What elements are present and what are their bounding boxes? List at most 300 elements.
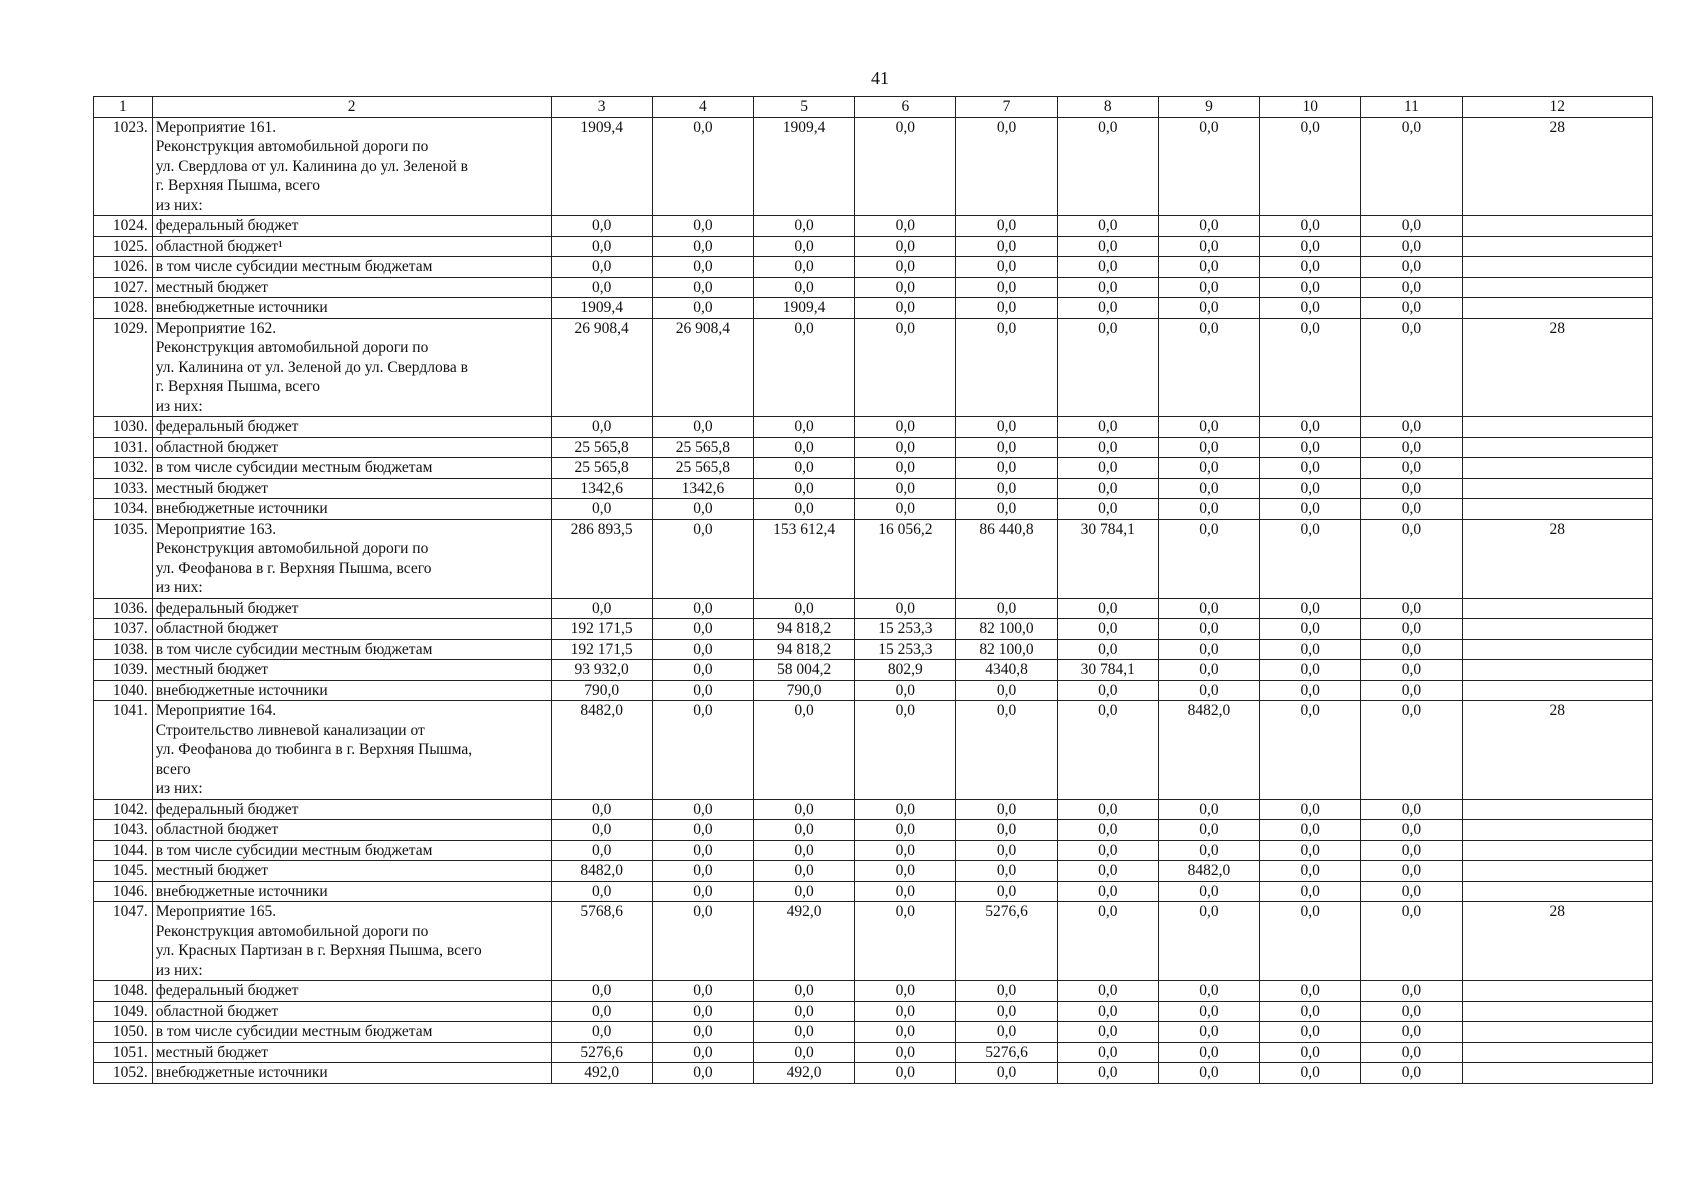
column-header-1: 1 bbox=[94, 97, 153, 118]
reference-cell-col12 bbox=[1462, 1063, 1652, 1084]
value-cell-col5: 0,0 bbox=[754, 701, 855, 800]
reference-cell-col12 bbox=[1462, 1001, 1652, 1022]
table-row bbox=[94, 799, 1653, 820]
value-cell-col3: 0,0 bbox=[551, 820, 652, 841]
row-number: 1052. bbox=[94, 1063, 153, 1084]
reference-cell-col12 bbox=[1462, 820, 1652, 841]
value-cell-col8: 0,0 bbox=[1057, 257, 1158, 278]
value-cell-col6: 15 253,3 bbox=[855, 619, 956, 640]
value-cell-col8: 0,0 bbox=[1057, 1022, 1158, 1043]
value-cell-col9: 0,0 bbox=[1158, 1001, 1259, 1022]
reference-cell-col12: 28 bbox=[1462, 117, 1652, 216]
table-row bbox=[94, 257, 1653, 278]
value-cell-col10: 0,0 bbox=[1260, 257, 1361, 278]
value-cell-col3: 0,0 bbox=[551, 499, 652, 520]
value-cell-col6: 0,0 bbox=[855, 680, 956, 701]
value-cell-col9: 0,0 bbox=[1158, 417, 1259, 438]
table-row bbox=[94, 660, 1653, 681]
value-cell-col8: 0,0 bbox=[1057, 216, 1158, 237]
value-cell-col9: 0,0 bbox=[1158, 598, 1259, 619]
value-cell-col7: 0,0 bbox=[956, 216, 1057, 237]
value-cell-col11: 0,0 bbox=[1361, 660, 1462, 681]
reference-cell-col12 bbox=[1462, 277, 1652, 298]
value-cell-col11: 0,0 bbox=[1361, 458, 1462, 479]
value-cell-col5: 492,0 bbox=[754, 902, 855, 981]
reference-cell-col12 bbox=[1462, 216, 1652, 237]
value-cell-col11: 0,0 bbox=[1361, 701, 1462, 800]
value-cell-col5: 492,0 bbox=[754, 1063, 855, 1084]
row-name: Мероприятие 162. Реконструкция автомобильной дороги по ул. Калинина от ул. Зеленой до ул. Свердлова в г. Верхняя Пышма, всего из них: bbox=[152, 318, 551, 417]
value-cell-col5: 0,0 bbox=[754, 1001, 855, 1022]
table-row bbox=[94, 117, 1653, 216]
value-cell-col5: 0,0 bbox=[754, 257, 855, 278]
value-cell-col6: 0,0 bbox=[855, 236, 956, 257]
value-cell-col5: 94 818,2 bbox=[754, 619, 855, 640]
value-cell-col10: 0,0 bbox=[1260, 660, 1361, 681]
value-cell-col4: 0,0 bbox=[652, 499, 753, 520]
row-number: 1024. bbox=[94, 216, 153, 237]
value-cell-col11: 0,0 bbox=[1361, 598, 1462, 619]
value-cell-col4: 0,0 bbox=[652, 701, 753, 800]
value-cell-col10: 0,0 bbox=[1260, 437, 1361, 458]
value-cell-col3: 492,0 bbox=[551, 1063, 652, 1084]
value-cell-col10: 0,0 bbox=[1260, 117, 1361, 216]
value-cell-col6: 0,0 bbox=[855, 478, 956, 499]
value-cell-col10: 0,0 bbox=[1260, 519, 1361, 598]
reference-cell-col12 bbox=[1462, 1022, 1652, 1043]
value-cell-col11: 0,0 bbox=[1361, 417, 1462, 438]
value-cell-col8: 0,0 bbox=[1057, 799, 1158, 820]
row-name: областной бюджет bbox=[152, 437, 551, 458]
value-cell-col4: 0,0 bbox=[652, 257, 753, 278]
value-cell-col5: 0,0 bbox=[754, 840, 855, 861]
value-cell-col11: 0,0 bbox=[1361, 799, 1462, 820]
column-header-7: 7 bbox=[956, 97, 1057, 118]
value-cell-col4: 25 565,8 bbox=[652, 458, 753, 479]
row-name: областной бюджет bbox=[152, 619, 551, 640]
value-cell-col5: 0,0 bbox=[754, 881, 855, 902]
value-cell-col11: 0,0 bbox=[1361, 499, 1462, 520]
value-cell-col9: 0,0 bbox=[1158, 1063, 1259, 1084]
value-cell-col6: 0,0 bbox=[855, 1022, 956, 1043]
value-cell-col7: 5276,6 bbox=[956, 902, 1057, 981]
value-cell-col5: 0,0 bbox=[754, 216, 855, 237]
table-body bbox=[94, 97, 1653, 1084]
value-cell-col10: 0,0 bbox=[1260, 236, 1361, 257]
value-cell-col7: 0,0 bbox=[956, 1001, 1057, 1022]
value-cell-col10: 0,0 bbox=[1260, 820, 1361, 841]
row-name: Мероприятие 165. Реконструкция автомобильной дороги по ул. Красных Партизан в г. Верхняя Пышма, всего из них: bbox=[152, 902, 551, 981]
value-cell-col8: 0,0 bbox=[1057, 701, 1158, 800]
value-cell-col10: 0,0 bbox=[1260, 799, 1361, 820]
value-cell-col7: 82 100,0 bbox=[956, 639, 1057, 660]
column-header-5: 5 bbox=[754, 97, 855, 118]
value-cell-col8: 0,0 bbox=[1057, 478, 1158, 499]
reference-cell-col12 bbox=[1462, 619, 1652, 640]
value-cell-col7: 0,0 bbox=[956, 277, 1057, 298]
table-row bbox=[94, 840, 1653, 861]
row-name: местный бюджет bbox=[152, 861, 551, 882]
value-cell-col4: 0,0 bbox=[652, 1042, 753, 1063]
value-cell-col5: 0,0 bbox=[754, 499, 855, 520]
reference-cell-col12 bbox=[1462, 458, 1652, 479]
row-number: 1032. bbox=[94, 458, 153, 479]
table-row bbox=[94, 318, 1653, 417]
value-cell-col11: 0,0 bbox=[1361, 619, 1462, 640]
value-cell-col9: 0,0 bbox=[1158, 318, 1259, 417]
value-cell-col4: 0,0 bbox=[652, 881, 753, 902]
value-cell-col3: 1342,6 bbox=[551, 478, 652, 499]
value-cell-col11: 0,0 bbox=[1361, 1042, 1462, 1063]
row-name: федеральный бюджет bbox=[152, 799, 551, 820]
value-cell-col3: 0,0 bbox=[551, 277, 652, 298]
value-cell-col11: 0,0 bbox=[1361, 840, 1462, 861]
value-cell-col4: 0,0 bbox=[652, 660, 753, 681]
row-name: областной бюджет¹ bbox=[152, 236, 551, 257]
value-cell-col10: 0,0 bbox=[1260, 902, 1361, 981]
value-cell-col4: 0,0 bbox=[652, 1022, 753, 1043]
row-number: 1047. bbox=[94, 902, 153, 981]
value-cell-col10: 0,0 bbox=[1260, 499, 1361, 520]
value-cell-col3: 0,0 bbox=[551, 1001, 652, 1022]
value-cell-col6: 0,0 bbox=[855, 840, 956, 861]
value-cell-col7: 0,0 bbox=[956, 458, 1057, 479]
value-cell-col4: 0,0 bbox=[652, 981, 753, 1002]
value-cell-col6: 0,0 bbox=[855, 902, 956, 981]
value-cell-col4: 0,0 bbox=[652, 519, 753, 598]
value-cell-col4: 0,0 bbox=[652, 298, 753, 319]
row-number: 1040. bbox=[94, 680, 153, 701]
value-cell-col3: 0,0 bbox=[551, 216, 652, 237]
reference-cell-col12: 28 bbox=[1462, 701, 1652, 800]
value-cell-col5: 0,0 bbox=[754, 277, 855, 298]
value-cell-col10: 0,0 bbox=[1260, 1022, 1361, 1043]
value-cell-col8: 0,0 bbox=[1057, 1042, 1158, 1063]
reference-cell-col12 bbox=[1462, 840, 1652, 861]
row-name: Мероприятие 161. Реконструкция автомобильной дороги по ул. Свердлова от ул. Калинина до ул. Зеленой в г. Верхняя Пышма, всего из них: bbox=[152, 117, 551, 216]
value-cell-col9: 0,0 bbox=[1158, 236, 1259, 257]
reference-cell-col12 bbox=[1462, 660, 1652, 681]
value-cell-col6: 0,0 bbox=[855, 799, 956, 820]
value-cell-col7: 0,0 bbox=[956, 318, 1057, 417]
row-number: 1051. bbox=[94, 1042, 153, 1063]
value-cell-col6: 0,0 bbox=[855, 298, 956, 319]
reference-cell-col12 bbox=[1462, 861, 1652, 882]
value-cell-col5: 0,0 bbox=[754, 598, 855, 619]
value-cell-col6: 0,0 bbox=[855, 499, 956, 520]
value-cell-col5: 0,0 bbox=[754, 1042, 855, 1063]
column-header-3: 3 bbox=[551, 97, 652, 118]
table-row bbox=[94, 437, 1653, 458]
table-row bbox=[94, 902, 1653, 981]
row-name: в том числе субсидии местным бюджетам bbox=[152, 840, 551, 861]
table-row bbox=[94, 216, 1653, 237]
value-cell-col7: 4340,8 bbox=[956, 660, 1057, 681]
value-cell-col10: 0,0 bbox=[1260, 1042, 1361, 1063]
column-header-12: 12 bbox=[1462, 97, 1652, 118]
value-cell-col3: 1909,4 bbox=[551, 117, 652, 216]
value-cell-col8: 0,0 bbox=[1057, 598, 1158, 619]
value-cell-col10: 0,0 bbox=[1260, 417, 1361, 438]
table-row bbox=[94, 298, 1653, 319]
value-cell-col6: 0,0 bbox=[855, 437, 956, 458]
row-number: 1045. bbox=[94, 861, 153, 882]
table-row bbox=[94, 458, 1653, 479]
table-row bbox=[94, 598, 1653, 619]
value-cell-col3: 5768,6 bbox=[551, 902, 652, 981]
row-number: 1025. bbox=[94, 236, 153, 257]
value-cell-col3: 0,0 bbox=[551, 881, 652, 902]
value-cell-col9: 0,0 bbox=[1158, 298, 1259, 319]
value-cell-col6: 802,9 bbox=[855, 660, 956, 681]
value-cell-col4: 0,0 bbox=[652, 236, 753, 257]
value-cell-col5: 0,0 bbox=[754, 861, 855, 882]
value-cell-col3: 8482,0 bbox=[551, 701, 652, 800]
row-number: 1046. bbox=[94, 881, 153, 902]
value-cell-col3: 790,0 bbox=[551, 680, 652, 701]
value-cell-col6: 0,0 bbox=[855, 881, 956, 902]
value-cell-col3: 0,0 bbox=[551, 257, 652, 278]
row-name: внебюджетные источники bbox=[152, 298, 551, 319]
reference-cell-col12 bbox=[1462, 257, 1652, 278]
value-cell-col7: 82 100,0 bbox=[956, 619, 1057, 640]
value-cell-col6: 0,0 bbox=[855, 981, 956, 1002]
value-cell-col6: 0,0 bbox=[855, 257, 956, 278]
value-cell-col7: 0,0 bbox=[956, 236, 1057, 257]
row-number: 1038. bbox=[94, 639, 153, 660]
value-cell-col5: 153 612,4 bbox=[754, 519, 855, 598]
table-row bbox=[94, 1022, 1653, 1043]
value-cell-col6: 0,0 bbox=[855, 458, 956, 479]
reference-cell-col12 bbox=[1462, 437, 1652, 458]
value-cell-col7: 0,0 bbox=[956, 799, 1057, 820]
value-cell-col7: 86 440,8 bbox=[956, 519, 1057, 598]
reference-cell-col12 bbox=[1462, 881, 1652, 902]
value-cell-col9: 0,0 bbox=[1158, 499, 1259, 520]
value-cell-col3: 0,0 bbox=[551, 1022, 652, 1043]
value-cell-col9: 0,0 bbox=[1158, 478, 1259, 499]
value-cell-col8: 0,0 bbox=[1057, 298, 1158, 319]
row-number: 1037. bbox=[94, 619, 153, 640]
table-row bbox=[94, 820, 1653, 841]
value-cell-col8: 0,0 bbox=[1057, 437, 1158, 458]
value-cell-col6: 0,0 bbox=[855, 277, 956, 298]
value-cell-col9: 0,0 bbox=[1158, 117, 1259, 216]
row-name: федеральный бюджет bbox=[152, 981, 551, 1002]
value-cell-col4: 26 908,4 bbox=[652, 318, 753, 417]
value-cell-col5: 0,0 bbox=[754, 236, 855, 257]
value-cell-col10: 0,0 bbox=[1260, 680, 1361, 701]
row-number: 1034. bbox=[94, 499, 153, 520]
value-cell-col4: 0,0 bbox=[652, 680, 753, 701]
value-cell-col11: 0,0 bbox=[1361, 1063, 1462, 1084]
value-cell-col9: 0,0 bbox=[1158, 519, 1259, 598]
value-cell-col11: 0,0 bbox=[1361, 820, 1462, 841]
value-cell-col9: 0,0 bbox=[1158, 458, 1259, 479]
value-cell-col10: 0,0 bbox=[1260, 981, 1361, 1002]
value-cell-col11: 0,0 bbox=[1361, 117, 1462, 216]
value-cell-col9: 0,0 bbox=[1158, 820, 1259, 841]
value-cell-col3: 192 171,5 bbox=[551, 639, 652, 660]
value-cell-col7: 0,0 bbox=[956, 881, 1057, 902]
value-cell-col9: 0,0 bbox=[1158, 981, 1259, 1002]
value-cell-col8: 0,0 bbox=[1057, 117, 1158, 216]
value-cell-col9: 0,0 bbox=[1158, 881, 1259, 902]
value-cell-col4: 0,0 bbox=[652, 799, 753, 820]
table-row bbox=[94, 861, 1653, 882]
value-cell-col3: 286 893,5 bbox=[551, 519, 652, 598]
table-row bbox=[94, 619, 1653, 640]
value-cell-col11: 0,0 bbox=[1361, 981, 1462, 1002]
value-cell-col11: 0,0 bbox=[1361, 881, 1462, 902]
value-cell-col7: 0,0 bbox=[956, 820, 1057, 841]
value-cell-col5: 1909,4 bbox=[754, 117, 855, 216]
value-cell-col7: 0,0 bbox=[956, 257, 1057, 278]
value-cell-col11: 0,0 bbox=[1361, 478, 1462, 499]
value-cell-col4: 0,0 bbox=[652, 598, 753, 619]
table-row bbox=[94, 881, 1653, 902]
value-cell-col10: 0,0 bbox=[1260, 619, 1361, 640]
row-name: Мероприятие 164. Строительство ливневой канализации от ул. Феофанова до тюбинга в г. Верхняя Пышма, всего из них: bbox=[152, 701, 551, 800]
reference-cell-col12 bbox=[1462, 639, 1652, 660]
column-header-8: 8 bbox=[1057, 97, 1158, 118]
value-cell-col8: 0,0 bbox=[1057, 840, 1158, 861]
value-cell-col4: 0,0 bbox=[652, 619, 753, 640]
row-number: 1049. bbox=[94, 1001, 153, 1022]
value-cell-col4: 0,0 bbox=[652, 840, 753, 861]
row-name: местный бюджет bbox=[152, 660, 551, 681]
value-cell-col4: 0,0 bbox=[652, 1063, 753, 1084]
reference-cell-col12 bbox=[1462, 236, 1652, 257]
value-cell-col5: 0,0 bbox=[754, 417, 855, 438]
row-number: 1041. bbox=[94, 701, 153, 800]
value-cell-col8: 0,0 bbox=[1057, 1001, 1158, 1022]
value-cell-col7: 0,0 bbox=[956, 598, 1057, 619]
value-cell-col8: 0,0 bbox=[1057, 458, 1158, 479]
table-row bbox=[94, 639, 1653, 660]
value-cell-col9: 0,0 bbox=[1158, 840, 1259, 861]
table-row bbox=[94, 499, 1653, 520]
value-cell-col4: 0,0 bbox=[652, 861, 753, 882]
row-name: в том числе субсидии местным бюджетам bbox=[152, 639, 551, 660]
column-header-11: 11 bbox=[1361, 97, 1462, 118]
value-cell-col11: 0,0 bbox=[1361, 639, 1462, 660]
value-cell-col8: 0,0 bbox=[1057, 981, 1158, 1002]
value-cell-col6: 15 253,3 bbox=[855, 639, 956, 660]
value-cell-col4: 0,0 bbox=[652, 117, 753, 216]
value-cell-col11: 0,0 bbox=[1361, 680, 1462, 701]
value-cell-col3: 0,0 bbox=[551, 417, 652, 438]
row-name: внебюджетные источники bbox=[152, 881, 551, 902]
value-cell-col8: 0,0 bbox=[1057, 861, 1158, 882]
value-cell-col5: 0,0 bbox=[754, 458, 855, 479]
value-cell-col7: 0,0 bbox=[956, 981, 1057, 1002]
reference-cell-col12: 28 bbox=[1462, 318, 1652, 417]
reference-cell-col12 bbox=[1462, 499, 1652, 520]
value-cell-col7: 0,0 bbox=[956, 701, 1057, 800]
table-row bbox=[94, 277, 1653, 298]
value-cell-col10: 0,0 bbox=[1260, 861, 1361, 882]
value-cell-col3: 0,0 bbox=[551, 981, 652, 1002]
column-header-10: 10 bbox=[1260, 97, 1361, 118]
value-cell-col4: 0,0 bbox=[652, 216, 753, 237]
row-name: федеральный бюджет bbox=[152, 417, 551, 438]
value-cell-col6: 0,0 bbox=[855, 318, 956, 417]
column-header-6: 6 bbox=[855, 97, 956, 118]
table-row bbox=[94, 680, 1653, 701]
row-name: внебюджетные источники bbox=[152, 1063, 551, 1084]
value-cell-col7: 0,0 bbox=[956, 1063, 1057, 1084]
value-cell-col3: 192 171,5 bbox=[551, 619, 652, 640]
row-name: в том числе субсидии местным бюджетам bbox=[152, 1022, 551, 1043]
value-cell-col5: 58 004,2 bbox=[754, 660, 855, 681]
row-number: 1029. bbox=[94, 318, 153, 417]
value-cell-col8: 30 784,1 bbox=[1057, 519, 1158, 598]
row-name: внебюджетные источники bbox=[152, 499, 551, 520]
value-cell-col9: 0,0 bbox=[1158, 257, 1259, 278]
value-cell-col9: 0,0 bbox=[1158, 216, 1259, 237]
value-cell-col6: 0,0 bbox=[855, 598, 956, 619]
value-cell-col7: 0,0 bbox=[956, 680, 1057, 701]
reference-cell-col12 bbox=[1462, 478, 1652, 499]
value-cell-col9: 0,0 bbox=[1158, 660, 1259, 681]
value-cell-col4: 0,0 bbox=[652, 1001, 753, 1022]
table-row bbox=[94, 981, 1653, 1002]
column-header-4: 4 bbox=[652, 97, 753, 118]
value-cell-col4: 25 565,8 bbox=[652, 437, 753, 458]
value-cell-col3: 25 565,8 bbox=[551, 437, 652, 458]
value-cell-col8: 0,0 bbox=[1057, 236, 1158, 257]
row-name: федеральный бюджет bbox=[152, 598, 551, 619]
value-cell-col11: 0,0 bbox=[1361, 236, 1462, 257]
value-cell-col6: 0,0 bbox=[855, 216, 956, 237]
row-number: 1030. bbox=[94, 417, 153, 438]
value-cell-col5: 0,0 bbox=[754, 437, 855, 458]
table-row bbox=[94, 1063, 1653, 1084]
reference-cell-col12 bbox=[1462, 417, 1652, 438]
value-cell-col8: 30 784,1 bbox=[1057, 660, 1158, 681]
table-row bbox=[94, 1042, 1653, 1063]
row-number: 1044. bbox=[94, 840, 153, 861]
value-cell-col6: 16 056,2 bbox=[855, 519, 956, 598]
row-number: 1043. bbox=[94, 820, 153, 841]
value-cell-col8: 0,0 bbox=[1057, 902, 1158, 981]
value-cell-col8: 0,0 bbox=[1057, 820, 1158, 841]
value-cell-col6: 0,0 bbox=[855, 1042, 956, 1063]
value-cell-col5: 94 818,2 bbox=[754, 639, 855, 660]
value-cell-col6: 0,0 bbox=[855, 820, 956, 841]
page-number: 41 bbox=[871, 68, 889, 88]
value-cell-col4: 0,0 bbox=[652, 902, 753, 981]
value-cell-col11: 0,0 bbox=[1361, 257, 1462, 278]
value-cell-col8: 0,0 bbox=[1057, 1063, 1158, 1084]
reference-cell-col12 bbox=[1462, 799, 1652, 820]
row-number: 1027. bbox=[94, 277, 153, 298]
row-name: местный бюджет bbox=[152, 277, 551, 298]
value-cell-col10: 0,0 bbox=[1260, 840, 1361, 861]
value-cell-col9: 0,0 bbox=[1158, 1022, 1259, 1043]
value-cell-col10: 0,0 bbox=[1260, 701, 1361, 800]
value-cell-col11: 0,0 bbox=[1361, 437, 1462, 458]
value-cell-col7: 0,0 bbox=[956, 499, 1057, 520]
value-cell-col9: 0,0 bbox=[1158, 680, 1259, 701]
value-cell-col11: 0,0 bbox=[1361, 216, 1462, 237]
value-cell-col8: 0,0 bbox=[1057, 417, 1158, 438]
row-number: 1031. bbox=[94, 437, 153, 458]
row-name: местный бюджет bbox=[152, 478, 551, 499]
value-cell-col4: 0,0 bbox=[652, 417, 753, 438]
row-name: в том числе субсидии местным бюджетам bbox=[152, 458, 551, 479]
